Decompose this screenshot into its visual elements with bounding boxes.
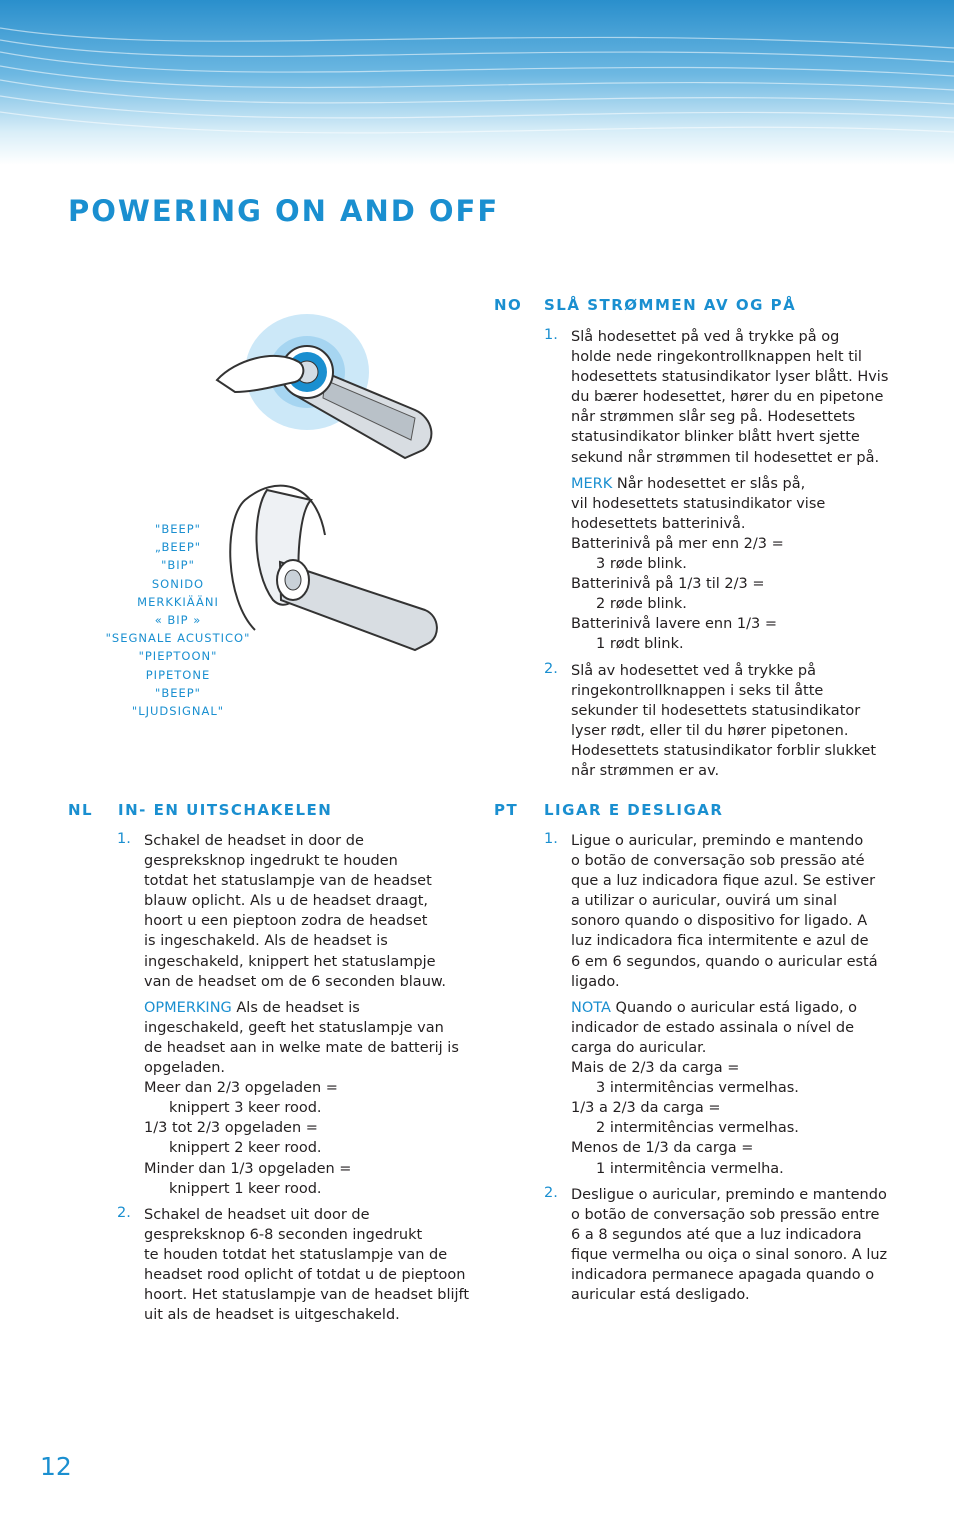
item-number: 2. [544, 1184, 558, 1201]
item-text: Slå av hodesettet ved å trykke på ringekontrollknappen i seks til åtte sekunder til hodesettets statusindikator lyser rødt, eller til du hører pipetonen. Hodesettets statusindikator forblir slukket når strømmen er av. [571, 662, 877, 779]
beep-word: « BIP » [154, 613, 202, 628]
beep-word: MERKKIÄÄNI [137, 594, 219, 609]
note-label: NOTA [571, 999, 611, 1016]
list-item [544, 1185, 904, 1306]
note-text: Quando o auricular está ligado, o [610, 999, 858, 1016]
note-label: MERK [571, 475, 613, 492]
instructions-list-pt [544, 831, 904, 1311]
beep-word: "SEGNALE ACUSTICO" [105, 631, 251, 646]
beep-word: PIPETONE [145, 667, 211, 682]
battery-level-value: 2 intermitências vermelhas. [596, 1120, 799, 1137]
language-code: NO [494, 296, 523, 314]
battery-level: 1/3 a 2/3 da carga = [571, 1100, 721, 1117]
battery-level-value: 3 intermitências vermelhas. [596, 1080, 799, 1097]
battery-level-value: knippert 3 keer rood. [169, 1100, 322, 1117]
note [571, 998, 904, 1179]
language-code: NL [68, 801, 94, 819]
beep-word: SONIDO [151, 576, 205, 591]
note-text: indicador de estado assinala o nível de carga do auricular. [571, 1019, 855, 1056]
item-text: Schakel de headset uit door de gespreksknop 6-8 seconden ingedrukt te houden totdat het statuslampje van de headset rood oplicht of totdat u de pieptoon hoort. Het statuslampje van de headset blijft uit als de headset is uitgeschakeld. [144, 1206, 470, 1324]
beep-word: "LJUDSIGNAL" [131, 704, 225, 719]
item-number: 1. [544, 327, 558, 343]
note-text: ingeschakeld, geeft het statuslampje van de headset aan in welke mate de batterij is opgeladen. [144, 1019, 459, 1077]
item-number: 1. [117, 831, 131, 847]
heading-text: IN- EN UITSCHAKELEN [118, 801, 333, 819]
battery-level: Batterinivå lavere enn 1/3 = [571, 616, 778, 633]
beep-word: „BEEP" [154, 540, 202, 555]
note-text: Når hodesettet er slås på, [612, 475, 806, 492]
beep-word: "BIP" [161, 558, 195, 573]
beep-words-list [98, 520, 258, 720]
page-number: 12 [40, 1452, 72, 1481]
beep-word: "BEEP" [155, 522, 201, 536]
heading-text: LIGAR E DESLIGAR [544, 801, 724, 819]
section-heading-no [494, 296, 796, 314]
beep-word: "PIEPTOON" [138, 649, 218, 664]
list-item [544, 831, 904, 1179]
header-wave-band [0, 0, 954, 165]
instructions-list-nl [117, 831, 477, 1331]
battery-level: 1/3 tot 2/3 opgeladen = [144, 1120, 318, 1137]
battery-level-value: knippert 2 keer rood. [169, 1140, 322, 1157]
heading-text: SLÅ STRØMMEN AV OG PÅ [544, 296, 797, 314]
item-text: Desligue o auricular, premindo e mantendo o botão de conversação sob pressão entre 6 a 8 segundos até que a luz indicadora fique vermelha ou oiça o sinal sonoro. A luz indicadora permanece apagada quando o auricular está desligado. [571, 1186, 888, 1304]
section-heading-nl [68, 801, 332, 819]
language-code: PT [494, 801, 519, 819]
section-heading-pt [494, 801, 723, 819]
battery-level-value: 1 intermitência vermelha. [596, 1160, 784, 1177]
list-item [117, 831, 477, 1199]
battery-level: Mais de 2/3 da carga = [571, 1060, 740, 1077]
list-item [544, 327, 904, 655]
note [571, 474, 904, 655]
battery-level: Batterinivå på 1/3 til 2/3 = [571, 576, 765, 593]
item-text: Slå hodesettet på ved å trykke på og holde nede ringekontrollknappen helt til hodesettets statusindikator lyser blått. Hvis du bærer hodesettet, hører du en pipetone når strømmen slår seg på. Hodesettets statusindikator blinker blått hvert sjette sekund når strømmen til hodesettet er på. [571, 329, 889, 466]
battery-level: Menos de 1/3 da carga = [571, 1140, 754, 1157]
list-item [117, 1205, 477, 1326]
battery-level: Meer dan 2/3 opgeladen = [144, 1080, 338, 1097]
item-text: Ligue o auricular, premindo e mantendo o botão de conversação sob pressão até que a luz indicadora fique azul. Se estiver a utilizar o auricular, ouvirá um sinal sonoro quando o dispositivo for ligado. A luz indicadora fica intermitente e azul de 6 em 6 segundos, quando o auricular está ligado. [571, 833, 878, 990]
battery-level-value: 2 røde blink. [596, 596, 687, 613]
item-number: 2. [117, 1204, 131, 1221]
item-number: 2. [544, 660, 558, 677]
battery-level: Batterinivå på mer enn 2/3 = [571, 535, 784, 552]
battery-level: Minder dan 1/3 opgeladen = [144, 1160, 352, 1177]
note-label: OPMERKING [144, 999, 232, 1016]
battery-level-value: knippert 1 keer rood. [169, 1180, 322, 1197]
list-item [544, 661, 904, 782]
battery-level-value: 1 rødt blink. [596, 636, 684, 653]
note-text: Als de headset is [231, 999, 360, 1016]
item-text: Schakel de headset in door de gespreksknop ingedrukt te houden totdat het statuslampje van de headset blauw oplicht. Als u de headset draagt, hoort u een pieptoon zodra de headset is ingeschakeld. Als de headset is ingeschakeld, knippert het statuslampje van de headset om de 6 seconden blauw. [144, 833, 447, 990]
instructions-list-no [544, 327, 904, 787]
note-text: vil hodesettets statusindikator vise hodesettets batterinivå. [571, 495, 826, 532]
battery-level-value: 3 røde blink. [596, 556, 687, 573]
beep-word: "BEEP" [155, 685, 201, 700]
note [144, 998, 477, 1199]
item-number: 1. [544, 831, 558, 847]
page-title: POWERING ON AND OFF [68, 194, 500, 228]
